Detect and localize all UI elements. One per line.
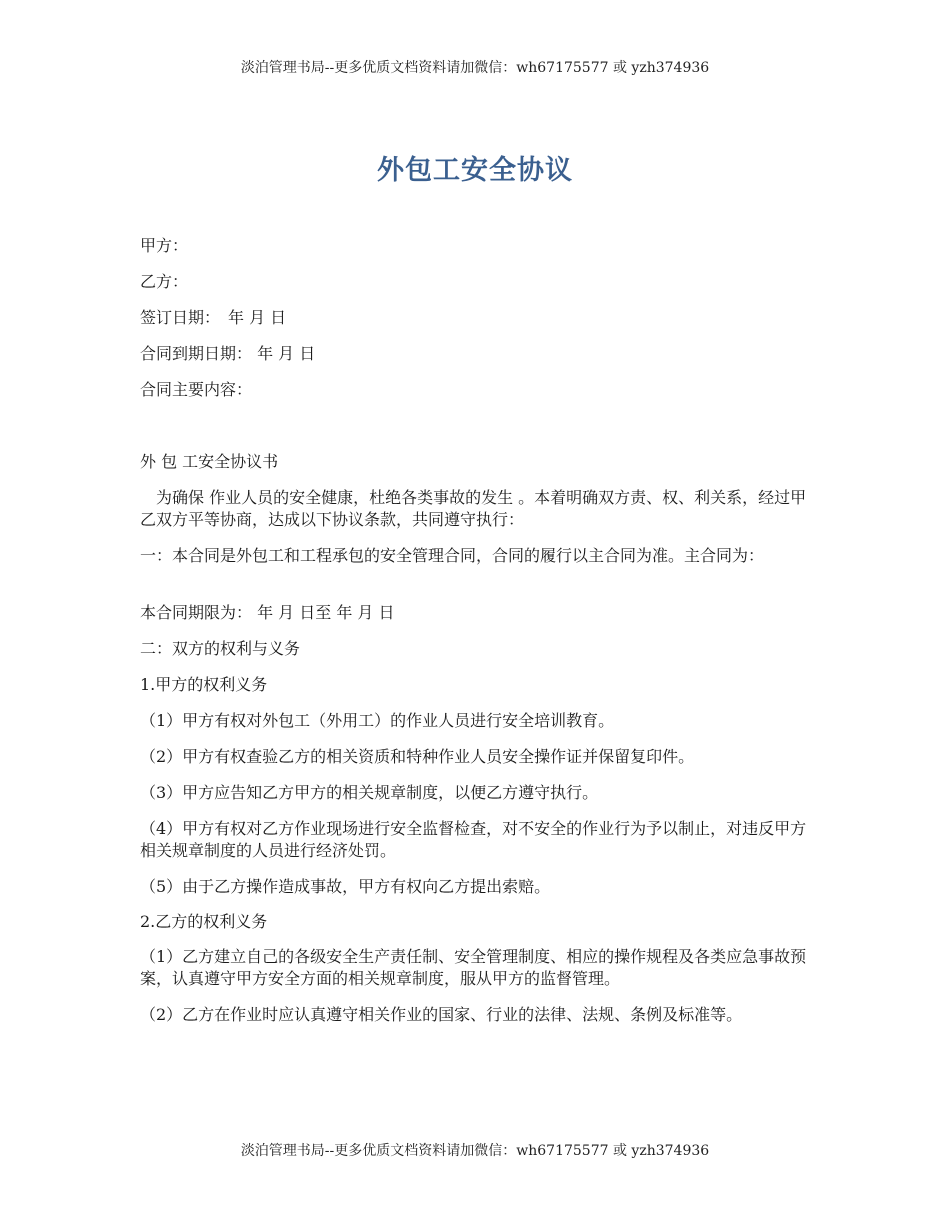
party-a-item: （2）甲方有权查验乙方的相关资质和特种作业人员安全操作证并保留复印件。 — [140, 747, 695, 766]
party-a-field: 甲方： — [140, 236, 189, 255]
party-a-item: （5）由于乙方操作造成事故，甲方有权向乙方提出索赔。 — [140, 877, 551, 896]
document-title: 外包工安全协议 — [377, 155, 573, 186]
party-b-rights-heading: 2.乙方的权利义务 — [140, 912, 268, 931]
party-b-field: 乙方： — [140, 272, 189, 291]
expiry-date-field: 合同到期日期： 年 月 日 — [140, 344, 316, 363]
clause-one: 一：本合同是外包工和工程承包的安全管理合同，合同的履行以主合同为准。主合同为： — [140, 546, 765, 565]
party-a-item: （3）甲方应告知乙方甲方的相关规章制度，以便乙方遵守执行。 — [140, 783, 599, 802]
party-b-item: （1）乙方建立自己的各级安全生产责任制、安全管理制度、相应的操作规程及各类应急事故预案，认真遵守甲方安全方面的相关规章制度，服从甲方的监督管理。 — [140, 947, 807, 988]
intro-paragraph: 为确保 作业人员的安全健康，杜绝各类事故的发生 。本着明确双方责、权、利关系，经过甲乙双方平等协商，达成以下协议条款，共同遵守执行： — [140, 488, 807, 529]
contract-term: 本合同期限为： 年 月 日至 年 月 日 — [140, 603, 395, 622]
page-footer-note: 淡泊管理书局--更多优质文档资料请加微信：wh67175577 或 yzh374936 — [240, 1143, 710, 1159]
party-a-rights-heading: 1.甲方的权利义务 — [140, 675, 268, 694]
agreement-subtitle: 外 包 工安全协议书 — [140, 452, 279, 471]
party-a-item: （1）甲方有权对外包工（外用工）的作业人员进行安全培训教育。 — [140, 711, 615, 730]
sign-date-field: 签订日期： 年 月 日 — [140, 308, 287, 327]
party-b-item: （2）乙方在作业时应认真遵守相关作业的国家、行业的法律、法规、条例及标准等。 — [140, 1005, 743, 1024]
clause-two-heading: 二：双方的权利与义务 — [140, 639, 301, 658]
party-a-item: （4）甲方有权对乙方作业现场进行安全监督检查，对不安全的作业行为予以制止，对违反甲方相关规章制度的人员进行经济处罚。 — [140, 819, 807, 860]
page-header-note: 淡泊管理书局--更多优质文档资料请加微信：wh67175577 或 yzh374936 — [240, 60, 710, 76]
main-content-field: 合同主要内容： — [140, 380, 253, 399]
